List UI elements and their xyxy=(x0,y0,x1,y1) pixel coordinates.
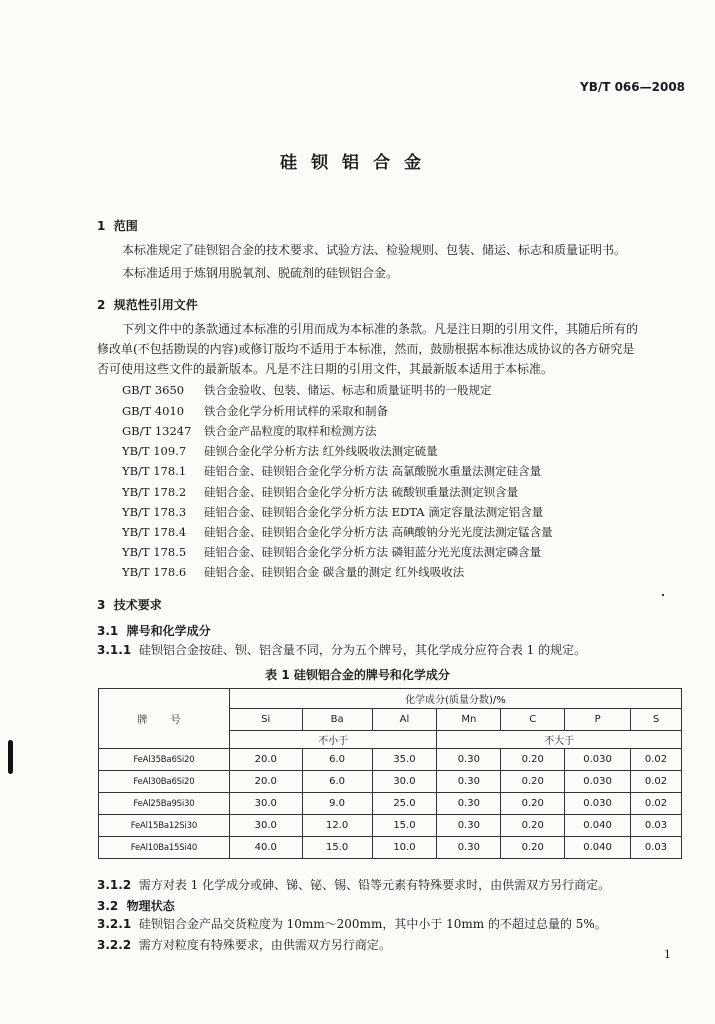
table-row xyxy=(99,771,682,793)
value-cell: 6.0 xyxy=(302,749,372,771)
grade-cell: FeAl15Ba12Si30 xyxy=(99,815,230,837)
value-cell: 0.20 xyxy=(501,749,565,771)
reference-item xyxy=(122,443,438,459)
grade-cell: FeAl10Ba15Si40 xyxy=(99,837,230,859)
value-cell: 0.02 xyxy=(631,749,682,771)
reference-title: 铁合金验收、包装、储运、标志和质量证明书的一般规定 xyxy=(204,383,492,397)
subsection-title: 物理状态 xyxy=(126,899,175,913)
value-cell: 9.0 xyxy=(302,793,372,815)
value-cell: 15.0 xyxy=(302,837,372,859)
reference-code: YB/T 178.6 xyxy=(122,565,187,579)
value-cell: 10.0 xyxy=(372,837,437,859)
reference-title: 硅铝合金、硅钡铝合金化学分析方法 硫酸钡重量法测定钡含量 xyxy=(204,485,519,499)
subsection-3-2-heading xyxy=(97,897,175,914)
section-number: 2 xyxy=(97,298,106,312)
section-2-heading xyxy=(97,296,198,313)
table-row xyxy=(99,793,682,815)
clause-text: 需方对粒度有特殊要求，由供需双方另行商定。 xyxy=(138,938,391,952)
element-header: C xyxy=(501,709,565,731)
reference-code: YB/T 178.2 xyxy=(122,485,187,499)
composition-group-header: 化学成分(质量分数)/% xyxy=(229,689,681,709)
clause-3-1-1 xyxy=(97,641,586,658)
composition-table xyxy=(98,688,682,859)
table-row xyxy=(99,837,682,859)
value-cell: 0.03 xyxy=(631,837,682,859)
clause-text: 硅钡铝合金按硅、钡、铝含量不同，分为五个牌号，其化学成分应符合表 1 的规定。 xyxy=(138,643,587,657)
clause-text: 硅钡铝合金产品交货粒度为 10mm～200mm，其中小于 10mm 的不超过总量的 5%。 xyxy=(138,917,607,931)
value-cell: 0.03 xyxy=(631,815,682,837)
value-cell: 0.030 xyxy=(565,771,631,793)
reference-code: YB/T 178.1 xyxy=(122,464,187,478)
reference-code: GB/T 13247 xyxy=(122,424,192,438)
subsection-number: 3.2 xyxy=(97,899,119,913)
section-title: 技术要求 xyxy=(113,598,162,612)
element-header: S xyxy=(631,709,682,731)
value-cell: 0.02 xyxy=(631,793,682,815)
value-cell: 0.030 xyxy=(565,793,631,815)
value-cell: 20.0 xyxy=(229,749,302,771)
reference-code: YB/T 109.7 xyxy=(122,444,187,458)
value-cell: 0.30 xyxy=(437,837,501,859)
reference-title: 硅铝合金、硅钡铝合金 碳含量的测定 红外线吸收法 xyxy=(204,565,465,579)
value-cell: 0.30 xyxy=(437,793,501,815)
value-cell: 12.0 xyxy=(302,815,372,837)
grade-cell: FeAl35Ba6Si20 xyxy=(99,749,230,771)
section-3-heading xyxy=(97,596,162,613)
document-title: 硅钡铝合金 xyxy=(280,153,435,173)
clause-3-1-2 xyxy=(97,876,610,893)
value-cell: 30.0 xyxy=(229,793,302,815)
reference-code: YB/T 178.5 xyxy=(122,545,187,559)
clause-text: 需方对表 1 化学成分或砷、锑、铋、锡、铅等元素有特殊要求时，由供需双方另行商定。 xyxy=(138,878,611,892)
value-cell: 0.20 xyxy=(501,837,565,859)
value-cell: 15.0 xyxy=(372,815,437,837)
value-cell: 30.0 xyxy=(229,815,302,837)
value-cell: 0.040 xyxy=(565,837,631,859)
value-cell: 35.0 xyxy=(372,749,437,771)
reference-title: 硅铝合金、硅钡铝合金化学分析方法 高氯酸脱水重量法测定硅含量 xyxy=(204,464,542,478)
reference-code: GB/T 3650 xyxy=(122,383,185,397)
reference-item xyxy=(122,544,541,560)
reference-code: YB/T 178.3 xyxy=(122,505,187,519)
references-paragraph-line-1: 下列文件中的条款通过本标准的引用而成为本标准的条款。凡是注日期的引用文件，其随后所有的 xyxy=(122,322,639,336)
scope-paragraph-2: 本标准适用于炼钢用脱氧剂、脱硫剂的硅钡铝合金。 xyxy=(122,266,399,280)
value-cell: 0.20 xyxy=(501,793,565,815)
value-cell: 30.0 xyxy=(372,771,437,793)
scope-paragraph-1: 本标准规定了硅钡铝合金的技术要求、试验方法、检验规则、包装、储运、标志和质量证明书。 xyxy=(122,243,627,257)
reference-item xyxy=(122,504,543,520)
reference-title: 硅铝合金、硅钡铝合金化学分析方法 磷钼蓝分光光度法测定磷含量 xyxy=(204,545,542,559)
element-header: Mn xyxy=(437,709,501,731)
min-limit-label: 不小于 xyxy=(229,731,437,749)
value-cell: 0.20 xyxy=(501,815,565,837)
table-caption: 表 1 硅钡铝合金的牌号和化学成分 xyxy=(265,668,450,682)
value-cell: 0.20 xyxy=(501,771,565,793)
reference-title: 铁合金化学分析用试样的采取和制备 xyxy=(204,404,388,418)
subsection-3-1-heading xyxy=(97,622,211,639)
value-cell: 0.040 xyxy=(565,815,631,837)
scan-edge-mark xyxy=(8,740,13,774)
reference-title: 硅钡合金化学分析方法 红外线吸收法测定硫量 xyxy=(204,444,438,458)
clause-3-2-1 xyxy=(97,915,607,932)
reference-code: GB/T 4010 xyxy=(122,404,185,418)
brand-header: 牌 号 xyxy=(99,689,230,749)
value-cell: 40.0 xyxy=(229,837,302,859)
value-cell: 0.02 xyxy=(631,771,682,793)
reference-item xyxy=(122,564,464,580)
value-cell: 0.30 xyxy=(437,771,501,793)
element-header: Si xyxy=(229,709,302,731)
clause-number: 3.2.1 xyxy=(97,917,132,931)
clause-number: 3.2.2 xyxy=(97,938,132,952)
reference-title: 硅铝合金、硅钡铝合金化学分析方法 EDTA 滴定容量法测定铝含量 xyxy=(204,505,544,519)
references-paragraph-line-2: 修改单(不包括勘误的内容)或修订版均不适用于本标准，然而，鼓励根据本标准达成协议的各方研究是 xyxy=(97,342,635,356)
section-number: 1 xyxy=(97,219,106,233)
reference-code: YB/T 178.4 xyxy=(122,525,187,539)
element-header: Ba xyxy=(302,709,372,731)
subsection-title: 牌号和化学成分 xyxy=(126,624,211,638)
section-1-heading xyxy=(97,217,138,234)
scan-speck xyxy=(662,594,664,596)
element-header: Al xyxy=(372,709,437,731)
reference-item xyxy=(122,524,553,540)
value-cell: 6.0 xyxy=(302,771,372,793)
value-cell: 20.0 xyxy=(229,771,302,793)
grade-cell: FeAl25Ba9Si30 xyxy=(99,793,230,815)
reference-title: 硅铝合金、硅钡铝合金化学分析方法 高碘酸钠分光光度法测定锰含量 xyxy=(204,525,553,539)
reference-item xyxy=(122,463,541,479)
grade-cell: FeAl30Ba6Si20 xyxy=(99,771,230,793)
reference-item xyxy=(122,403,388,419)
section-number: 3 xyxy=(97,598,106,612)
clause-3-2-2 xyxy=(97,936,391,953)
value-cell: 0.030 xyxy=(565,749,631,771)
reference-item xyxy=(122,423,377,439)
subsection-number: 3.1 xyxy=(97,624,119,638)
value-cell: 0.30 xyxy=(437,815,501,837)
element-header: P xyxy=(565,709,631,731)
reference-item xyxy=(122,382,492,398)
clause-number: 3.1.1 xyxy=(97,643,132,657)
value-cell: 0.30 xyxy=(437,749,501,771)
page-number: 1 xyxy=(664,948,671,961)
references-paragraph-line-3: 否可使用这些文件的最新版本。凡是不注日期的引用文件，其最新版本适用于本标准。 xyxy=(97,362,554,376)
table-row xyxy=(99,815,682,837)
table-row xyxy=(99,749,682,771)
value-cell: 25.0 xyxy=(372,793,437,815)
reference-item xyxy=(122,484,518,500)
section-title: 规范性引用文件 xyxy=(113,298,198,312)
document-code: YB/T 066—2008 xyxy=(580,80,686,94)
max-limit-label: 不大于 xyxy=(437,731,682,749)
section-title: 范围 xyxy=(113,219,138,233)
clause-number: 3.1.2 xyxy=(97,878,132,892)
reference-title: 铁合金产品粒度的取样和检测方法 xyxy=(204,424,377,438)
